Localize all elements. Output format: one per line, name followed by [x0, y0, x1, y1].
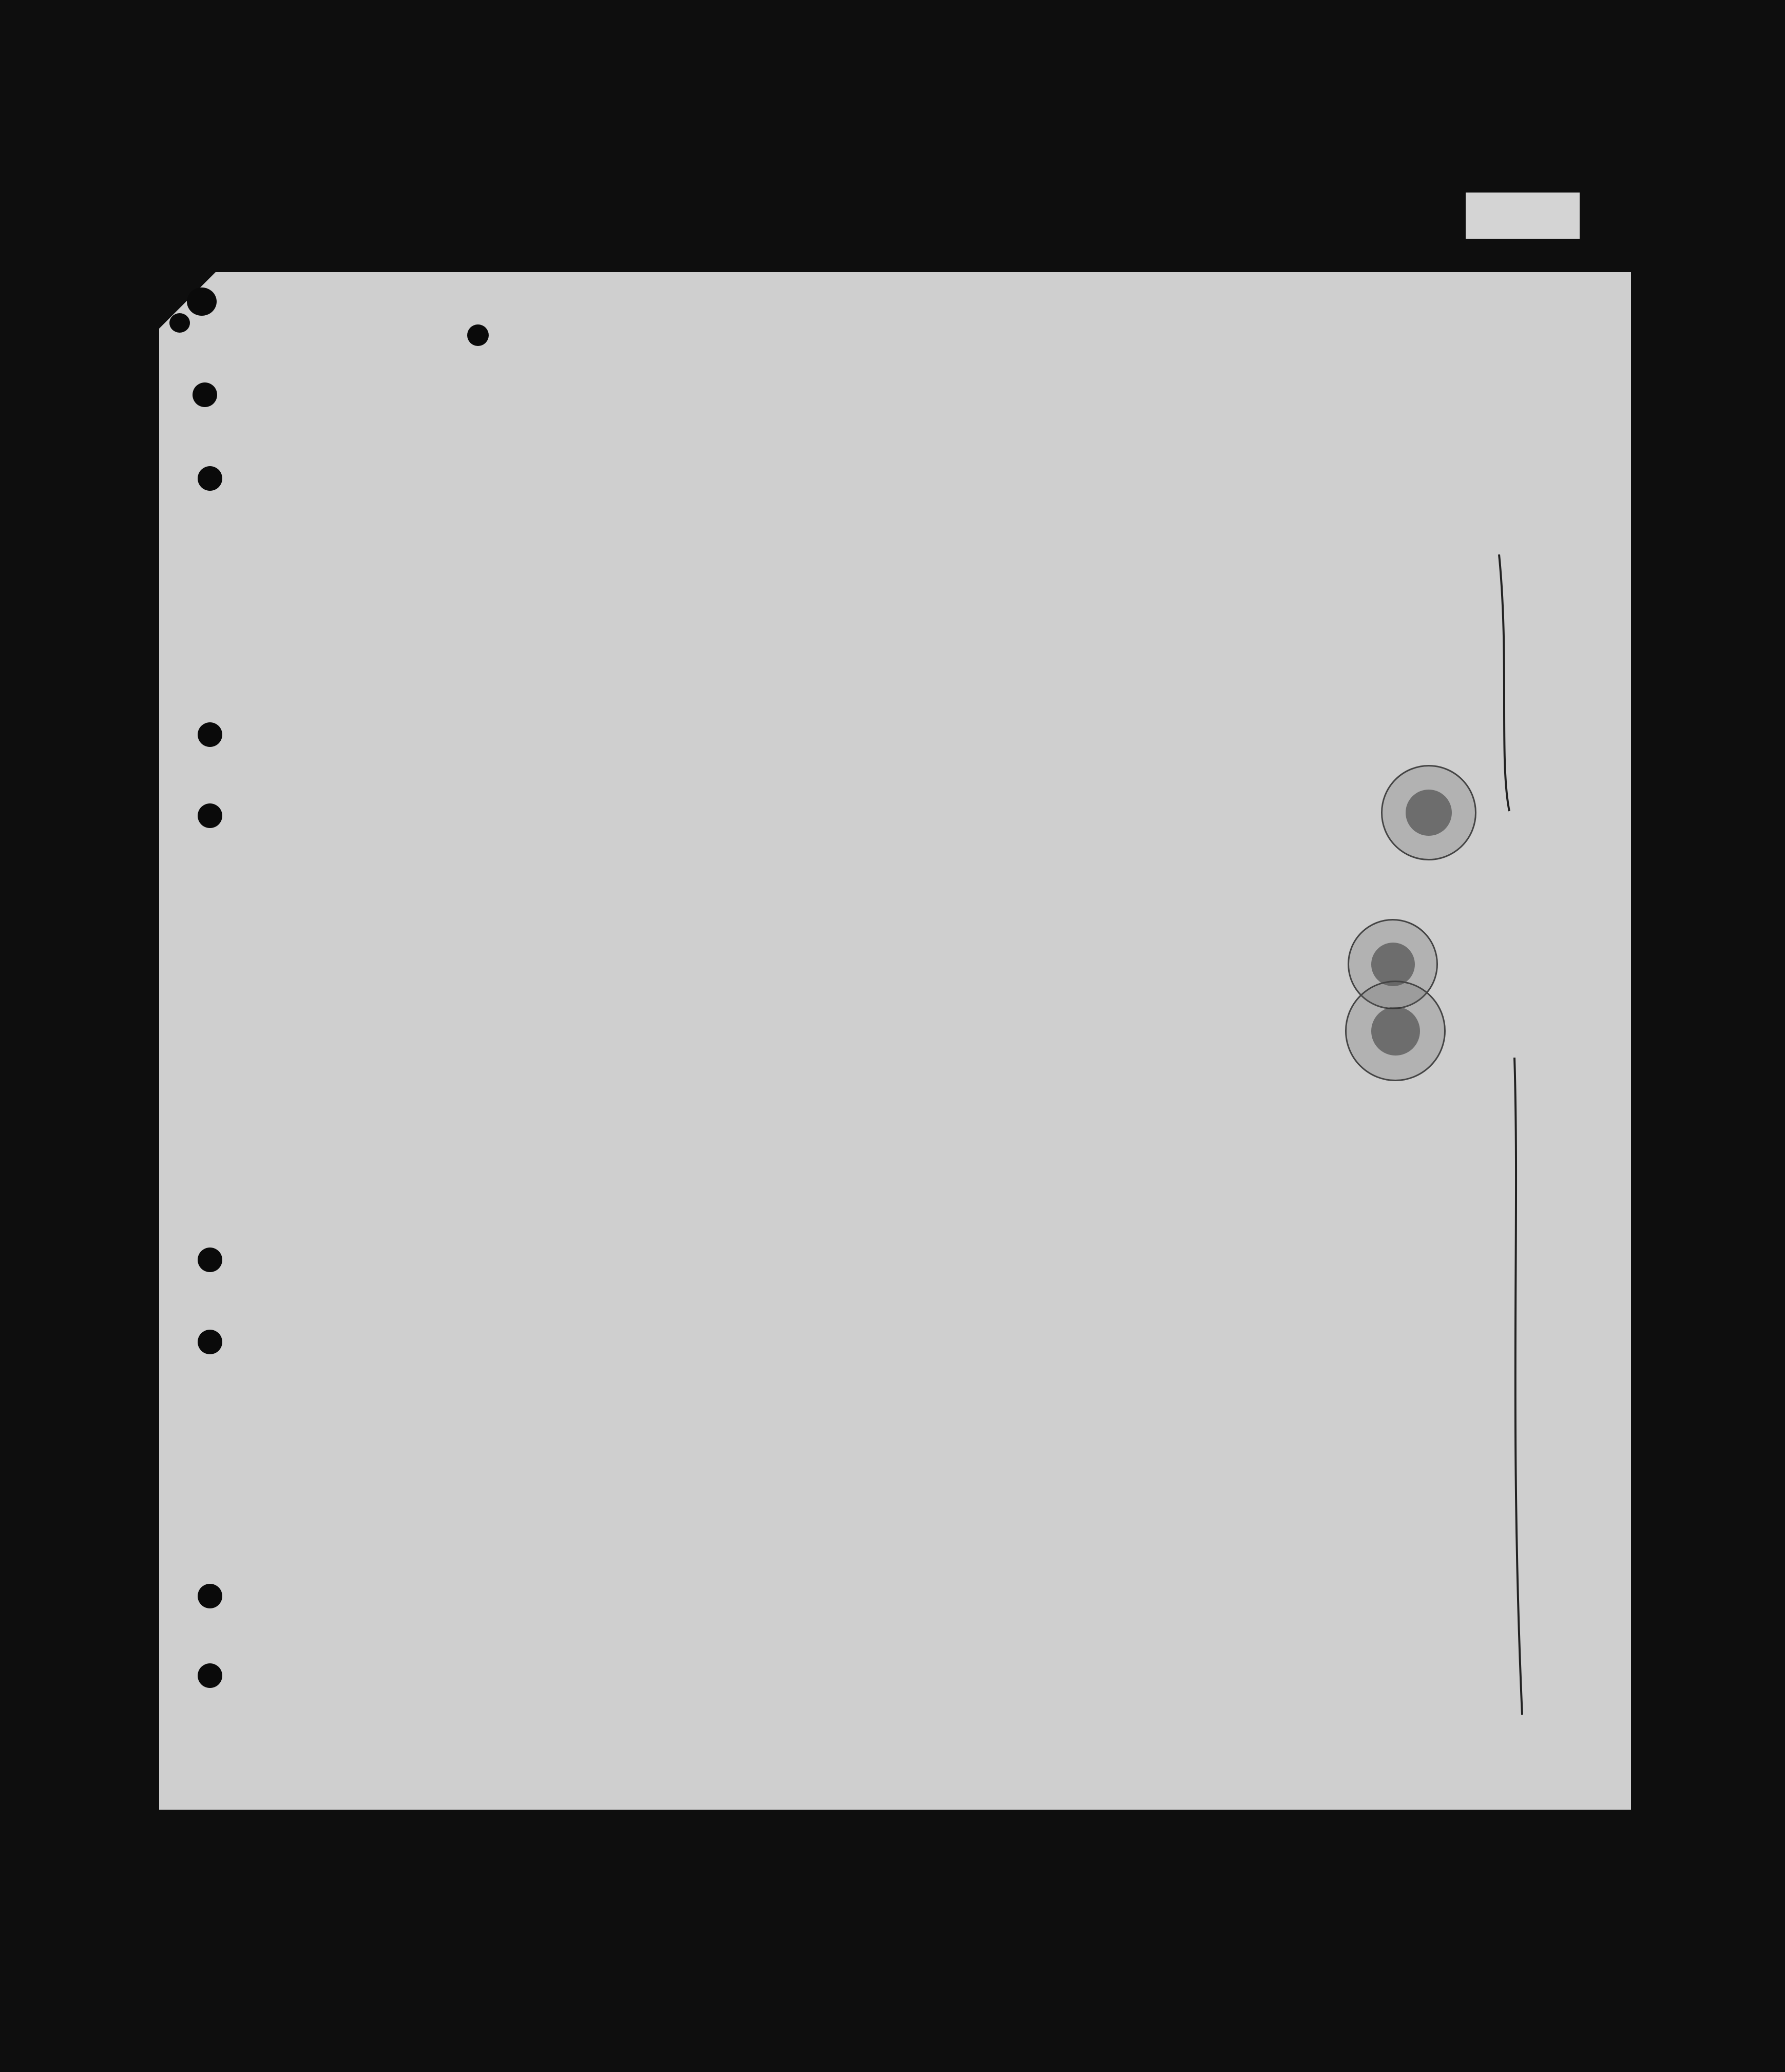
consulate-stamp	[1381, 765, 1476, 860]
consulate-stamp	[1345, 981, 1446, 1081]
action-bracket-line	[1489, 554, 1540, 1735]
